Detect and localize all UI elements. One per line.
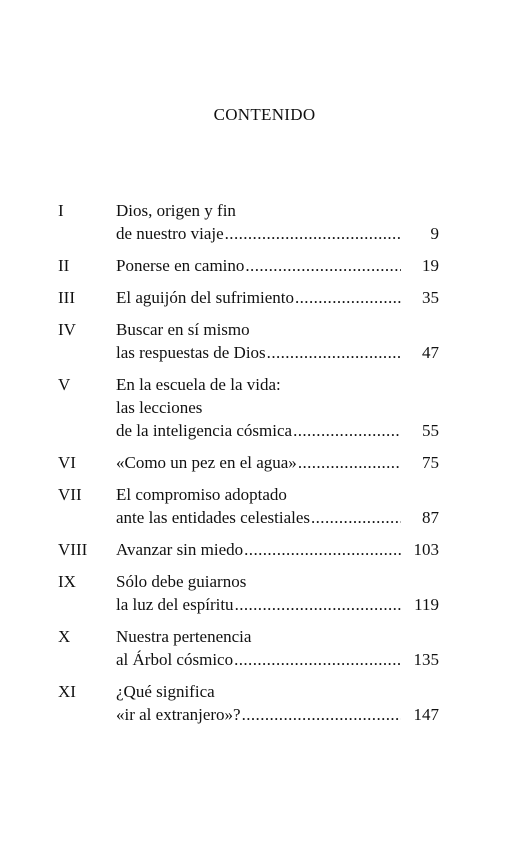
chapter-title-text: ante las entidades celestiales xyxy=(116,508,310,527)
chapter-title-line xyxy=(116,703,439,726)
chapter-title xyxy=(116,680,439,726)
chapter-title xyxy=(116,254,439,277)
page-number: 55 xyxy=(422,421,439,440)
chapter-numeral: X xyxy=(58,627,71,646)
page-number: 19 xyxy=(422,256,439,275)
page-number: 135 xyxy=(413,650,439,669)
chapter-title-line xyxy=(116,419,439,442)
dot-leader xyxy=(295,286,401,309)
chapter-title-line: las lecciones xyxy=(116,398,203,417)
chapter-title-text: de la inteligencia cósmica xyxy=(116,421,293,440)
page-number: 103 xyxy=(413,540,439,559)
chapter-title xyxy=(116,625,439,671)
chapter-numeral: II xyxy=(58,256,70,275)
chapter-title-line xyxy=(116,286,439,309)
page-number: 87 xyxy=(422,508,439,527)
chapter-title-line xyxy=(116,538,439,561)
chapter-title xyxy=(116,199,439,245)
dot-leader xyxy=(225,222,401,245)
chapter-title xyxy=(116,286,439,309)
chapter-numeral: I xyxy=(58,201,64,220)
chapter-title-line xyxy=(116,648,439,671)
chapter-numeral: VI xyxy=(58,453,76,472)
chapter-title-text: la luz del espíritu xyxy=(116,595,234,614)
dot-leader xyxy=(234,648,401,671)
chapter-title-line: Buscar en sí mismo xyxy=(116,320,250,339)
chapter-numeral: III xyxy=(58,288,75,307)
dot-leader xyxy=(245,254,401,277)
chapter-title xyxy=(116,570,439,616)
chapter-numeral: IV xyxy=(58,320,76,339)
chapter-title-line xyxy=(116,222,439,245)
chapter-numeral: VII xyxy=(58,485,82,504)
dot-leader xyxy=(244,538,401,561)
page-number: 9 xyxy=(430,224,439,243)
page-number: 47 xyxy=(422,343,439,362)
page-number: 119 xyxy=(414,595,439,614)
chapter-title-line xyxy=(116,506,439,529)
chapter-title-line: Dios, origen y fin xyxy=(116,201,236,220)
chapter-title-line: El compromiso adoptado xyxy=(116,485,287,504)
dot-leader xyxy=(267,341,401,364)
dot-leader xyxy=(311,506,401,529)
chapter-title xyxy=(116,451,439,474)
chapter-title xyxy=(116,373,439,442)
chapter-title-line: Sólo debe guiarnos xyxy=(116,572,247,591)
chapter-title-text: «Como un pez en el agua» xyxy=(116,453,297,472)
chapter-title xyxy=(116,483,439,529)
dot-leader xyxy=(235,593,401,616)
chapter-title-text: de nuestro viaje xyxy=(116,224,224,243)
page-number: 147 xyxy=(413,705,439,724)
dot-leader xyxy=(293,419,401,442)
page-number: 75 xyxy=(422,453,439,472)
chapter-title-text: las respuestas de Dios xyxy=(116,343,266,362)
chapter-title-text: Avanzar sin miedo xyxy=(116,540,244,559)
chapter-numeral: XI xyxy=(58,682,76,701)
chapter-title-line xyxy=(116,341,439,364)
chapter-numeral: V xyxy=(58,375,71,394)
dot-leader xyxy=(298,451,401,474)
chapter-title-line xyxy=(116,451,439,474)
chapter-title-line: ¿Qué significa xyxy=(116,682,215,701)
chapter-title-text: Ponerse en camino xyxy=(116,256,245,275)
chapter-title-text: «ir al extranjero»? xyxy=(116,705,241,724)
chapter-title-text: El aguijón del sufrimiento xyxy=(116,288,294,307)
chapter-title-line: En la escuela de la vida: xyxy=(116,375,281,394)
chapter-title-line: Nuestra pertenencia xyxy=(116,627,252,646)
page-title: CONTENIDO xyxy=(213,105,316,124)
chapter-title-text: al Árbol cósmico xyxy=(116,650,234,669)
chapter-title-line xyxy=(116,254,439,277)
page-number: 35 xyxy=(422,288,439,307)
chapter-numeral: IX xyxy=(58,572,76,591)
chapter-numeral: VIII xyxy=(58,540,88,559)
chapter-title xyxy=(116,318,439,364)
chapter-title-line xyxy=(116,593,439,616)
dot-leader xyxy=(242,703,401,726)
chapter-title xyxy=(116,538,439,561)
